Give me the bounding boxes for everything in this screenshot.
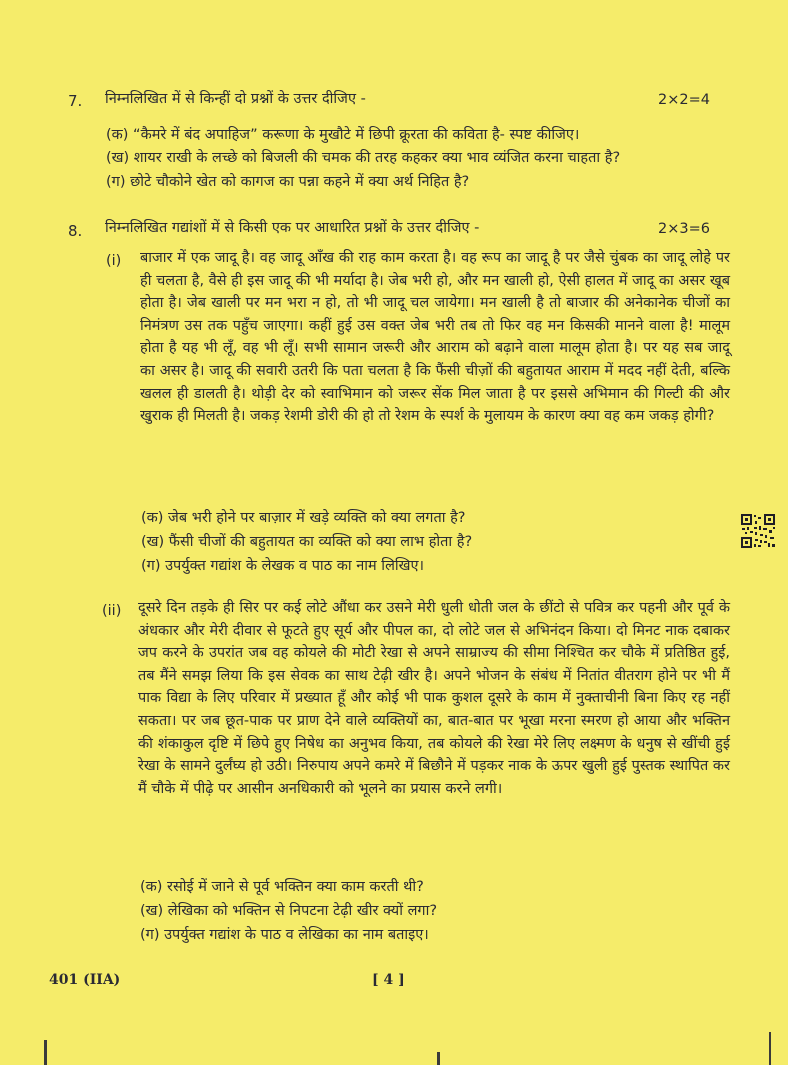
passage-1-question-ga: (ग) उपर्युक्त गद्यांश के लेखक व पाठ का नाम लिखिए।	[141, 558, 425, 574]
scan-edge-mark-left	[44, 1040, 47, 1065]
passage-1-question-ka: (क) जेब भरी होने पर बाज़ार में खड़े व्यक्ति को क्या लगता है?	[141, 510, 466, 526]
paper-code: 401 (IIA)	[49, 972, 121, 988]
passage-2-question-ka: (क) रसोई में जाने से पूर्व भक्तिन क्या काम करती थी?	[140, 879, 424, 895]
q7-number: 7.	[68, 92, 83, 110]
scan-edge-mark-right	[769, 1032, 771, 1065]
passage-1-label: (i)	[106, 253, 122, 269]
q8-prompt: निम्नलिखित गद्यांशों में से किसी एक पर आधारित प्रश्नों के उत्तर दीजिए -	[105, 220, 480, 236]
passage-2-question-kha: (ख) लेखिका को भक्तिन से निपटना टेढ़ी खीर क्यों लगा?	[140, 903, 438, 919]
passage-2-text: दूसरे दिन तड़के ही सिर पर कई लोटे औंधा कर उसने मेरी धुली धोती जल के छींटो से पवित्र कर पहनी और पूर्व के अंधकार और मेरी दीवार से फूटते हुए सूर्य और पीपल का, दो लोटे जल से अभिनंदन किया। दो मिनट नाक दबाकर जप करने के उपरांत जब वह कोयले की मोटी रेखा से अपने साम्राज्य की सीमा निश्चित कर चौके में प्रतिष्ठित हुई, तब मैंने समझ लिया कि इस सेवक का साथ टेढ़ी खीर है। अपने भोजन के संबंध में नितांत वीतराग होने पर भी मैं पाक विद्या के लिए परिवार में प्रख्यात हूँ और कोई भी पाक कुशल दूसरे के काम में नुक्ताचीनी बिना किए रह नहीं सकता। पर जब छूत-पाक पर प्राण देने वाले व्यक्तियों का, बात-बात पर भूखा मरना स्मरण हो आया और भक्तिन की शंकाकुल दृष्टि में छिपे हुए निषेध का अनुभव किया, तब कोयले की रेखा मेरे लिए लक्ष्मण के धनुष से खींची हुई रेखा के सामने दुर्लंघ्य हो उठी। निरुपाय अपने कमरे में बिछौने में पड़कर नाक के ऊपर खुली हुई पुस्तक स्थापित कर मैं चौके में पीढ़े पर आसीन अनधिकारी को भूलने का प्रयास करने लगी।	[138, 600, 730, 797]
passage-1-question-kha: (ख) फैंसी चीजों की बहुतायत का व्यक्ति को क्या लाभ होता है?	[141, 534, 473, 550]
q8-marks: 2×3=6	[658, 221, 710, 237]
passage-1-text: बाजार में एक जादू है। वह जादू आँख की राह काम करता है। वह रूप का जादू है पर जैसे चुंबक का जादू लोहे पर ही चलता है, वैसे ही इस जादू की भी मर्यादा है। जेब भरी हो, और मन खाली हो, ऐसी हालत में जादू का असर खूब होता है। जेब खाली पर मन भरा न हो, तो भी जादू चल जायेगा। मन खाली है तो बाजार की अनेकानेक चीजों का निमंत्रण उस तक पहुँच जाएगा। कहीं हुई उस वक्त जेब भरी तब तो फिर वह मन किसकी मानने वाला है! मालूम होता है यह भी लूँ, वह भी लूँ। सभी सामान जरूरी और आराम को बढ़ाने वाला मालूम होता है। पर यह सब जादू का असर है। जादू की सवारी उतरी कि पता चलता है कि फैंसी चीज़ों की बहुतायत आराम में मदद नहीं देती, बल्कि खलल ही डालती है। थोड़ी देर को स्वाभिमान को जरूर सेंक मिल जाता है पर इससे अभिमान की गिल्टी की और खुराक ही मिलती है। जकड़ रेशमी डोरी की हो तो रेशम के स्पर्श के मुलायम के कारण क्या वह कम जकड़ होगी?	[140, 250, 730, 425]
q7-option-ka: (क) “कैमरे में बंद अपाहिज” करूणा के मुखौटे में छिपी क्रूरता की कविता है- स्पष्ट कीजिए।	[106, 127, 580, 143]
q7-marks: 2×2=4	[658, 92, 710, 108]
page-number: [ 4 ]	[372, 972, 405, 988]
qr-code-icon	[740, 513, 776, 549]
passage-2-label: (ii)	[102, 603, 122, 619]
q7-option-kha: (ख) शायर राखी के लच्छे को बिजली की चमक की तरह कहकर क्या भाव व्यंजित करना चाहता है?	[106, 150, 621, 166]
passage-2-question-ga: (ग) उपर्युक्त गद्यांश के पाठ व लेखिका का नाम बताइए।	[140, 927, 429, 943]
q8-number: 8.	[68, 222, 83, 240]
q7-prompt: निम्नलिखित में से किन्हीं दो प्रश्नों के उत्तर दीजिए -	[105, 91, 366, 107]
scan-edge-mark-center	[437, 1052, 440, 1065]
q7-option-ga: (ग) छोटे चौकोने खेत को कागज का पन्ना कहने में क्या अर्थ निहित है?	[106, 174, 470, 190]
